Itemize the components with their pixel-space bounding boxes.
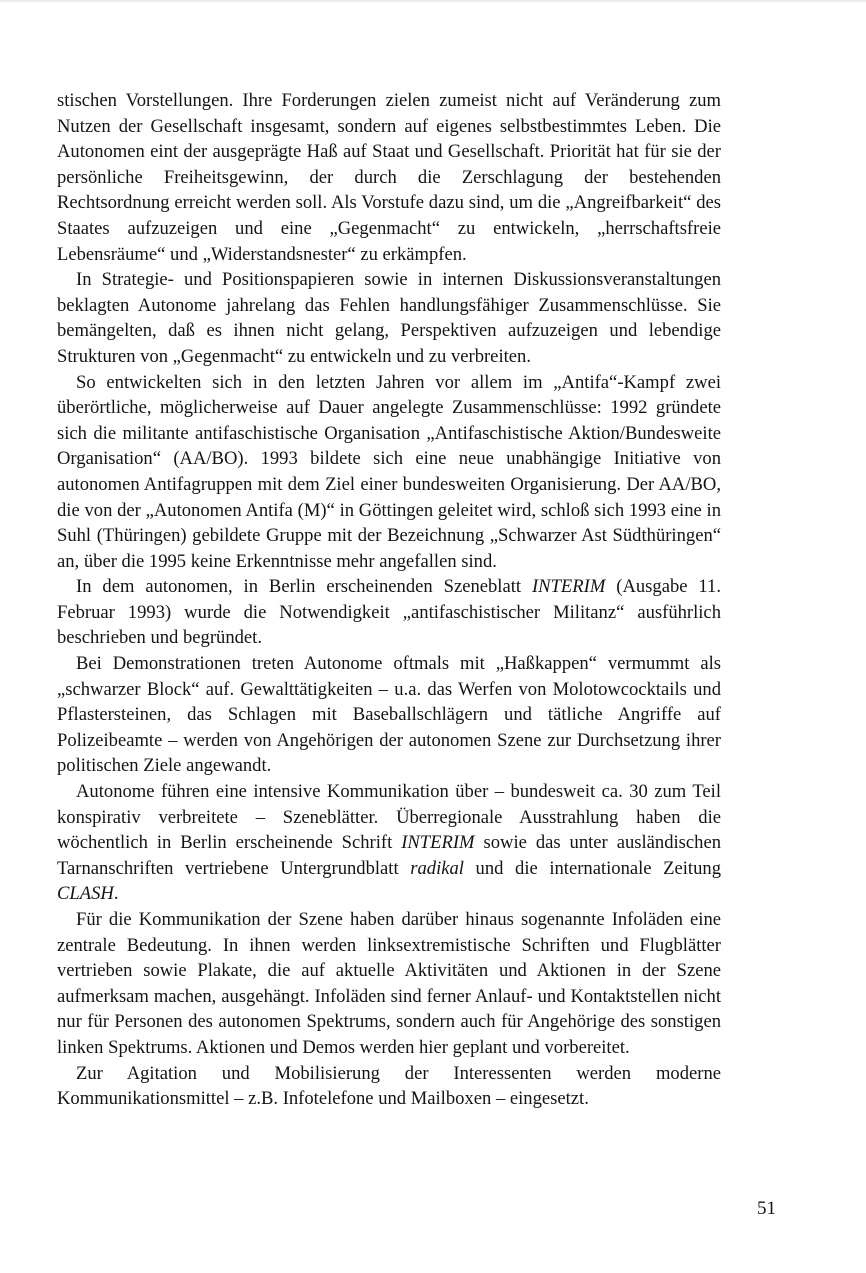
paragraph-3: [57, 370, 721, 575]
paragraph-text: stischen Vorstellungen. Ihre Forderungen zielen zumeist nicht auf Veränderung zum Nutzen der Gesellschaft insgesamt, sondern auf eigenes selbstbestimmtes Leben. Die Autonomen eint der ausgeprägte Haß auf Staat und Gesellschaft. Priorität hat für sie der persönliche Freiheitsgewinn, der durch die Zerschlagung der bestehenden Rechtsordnung erreicht werden soll. Als Vorstufe dazu sind, um die „Angreifbarkeit“ des Staates aufzuzeigen und eine „Gegenmacht“ zu entwickeln, „herrschaftsfreie Lebensräume“ und „Widerstandsnester“ zu erkämpfen.: [57, 90, 721, 265]
paragraph-5: [57, 651, 721, 779]
paragraph-text: Zur Agitation und Mobilisierung der Interessenten werden moderne Kommunikationsmittel – z.B. Infotelefone und Mailboxen – eingesetzt.: [57, 1062, 721, 1110]
publication-title: INTERIM: [531, 576, 606, 598]
paragraph-text: In dem autonomen, in Berlin erscheinenden Szeneblatt: [76, 576, 532, 598]
paragraph-text: sowie das unter ausländischen Tarnanschriften vertriebene Untergrundblatt: [57, 832, 721, 879]
paragraph-6: [57, 779, 721, 907]
publication-title: CLASH: [57, 883, 114, 905]
paragraph-7: [57, 907, 721, 1061]
paragraph-2: [57, 267, 721, 369]
paragraph-text: Autonome führen eine intensive Kommunikation über – bundesweit ca. 30 zum Teil konspirativ verbreitete – Szeneblätter. Überregionale Ausstrahlung haben die wöchentlich in Berlin erscheinende Schrift: [57, 781, 721, 854]
body-text: [57, 88, 721, 1112]
paragraph-text: und die internationale Zeitung: [463, 857, 721, 879]
publication-title: radikal: [410, 857, 464, 879]
paragraph-text: Bei Demonstrationen treten Autonome oftmals mit „Haßkappen“ vermummt als „schwarzer Block“ auf. Gewalttätigkeiten – u.a. das Werfen von Molotowcocktails und Pflastersteinen, das Schlagen mit Baseballschlägern und tätliche Angriffe auf Polizeibeamte – werden von Angehörigen der autonomen Szene zur Durchsetzung ihrer politischen Ziele angewandt.: [57, 653, 721, 777]
paragraph-text: (Ausgabe 11. Februar 1993) wurde die Notwendigkeit „antifaschistischer Militanz“ ausführlich beschrieben und begründet.: [57, 576, 721, 649]
page-number: 51: [757, 1198, 776, 1219]
page-top-edge: [0, 0, 866, 3]
publication-title: INTERIM: [401, 832, 475, 854]
paragraph-text: So entwickelten sich in den letzten Jahren vor allem im „Antifa“-Kampf zwei überörtliche, möglicherweise auf Dauer angelegte Zusammenschlüsse: 1992 gründete sich die militante antifaschistische Organisation „Antifaschistische Aktion/Bundesweite Organisation“ (AA/BO). 1993 bildete sich eine neue unabhängige Initiative von autonomen Antifagruppen mit dem Ziel einer bundesweiten Organisierung. Der AA/BO, die von der „Autonomen Antifa (M)“ in Göttingen geleitet wird, schloß sich 1993 eine in Suhl (Thüringen) gebildete Gruppe mit der Bezeichnung „Schwarzer Ast Südthüringen“ an, über die 1995 keine Erkenntnisse mehr angefallen sind.: [57, 371, 721, 572]
paragraph-text: .: [113, 883, 119, 905]
paragraph-1: [57, 88, 721, 267]
paragraph-text: In Strategie- und Positionspapieren sowie in internen Diskussionsveranstaltungen beklagten Autonome jahrelang das Fehlen handlungsfähiger Zusammenschlüsse. Sie bemängelten, daß es ihnen nicht gelang, Perspektiven aufzuzeigen und lebendige Strukturen von „Gegenmacht“ zu entwickeln und zu verbreiten.: [57, 269, 721, 367]
paragraph-text: Für die Kommunikation der Szene haben darüber hinaus sogenannte Infoläden eine zentrale Bedeutung. In ihnen werden linksextremistische Schriften und Flugblätter vertrieben sowie Plakate, die auf aktuelle Aktivitäten und Aktionen in der Szene aufmerksam machen, ausgehängt. Infoläden sind ferner Anlauf- und Kontaktstellen nicht nur für Personen des autonomen Spektrums, sondern auch für Angehörige des sonstigen linken Spektrums. Aktionen und Demos werden hier geplant und vorbereitet.: [57, 909, 721, 1058]
paragraph-4: [57, 574, 721, 651]
paragraph-8: [57, 1061, 721, 1112]
